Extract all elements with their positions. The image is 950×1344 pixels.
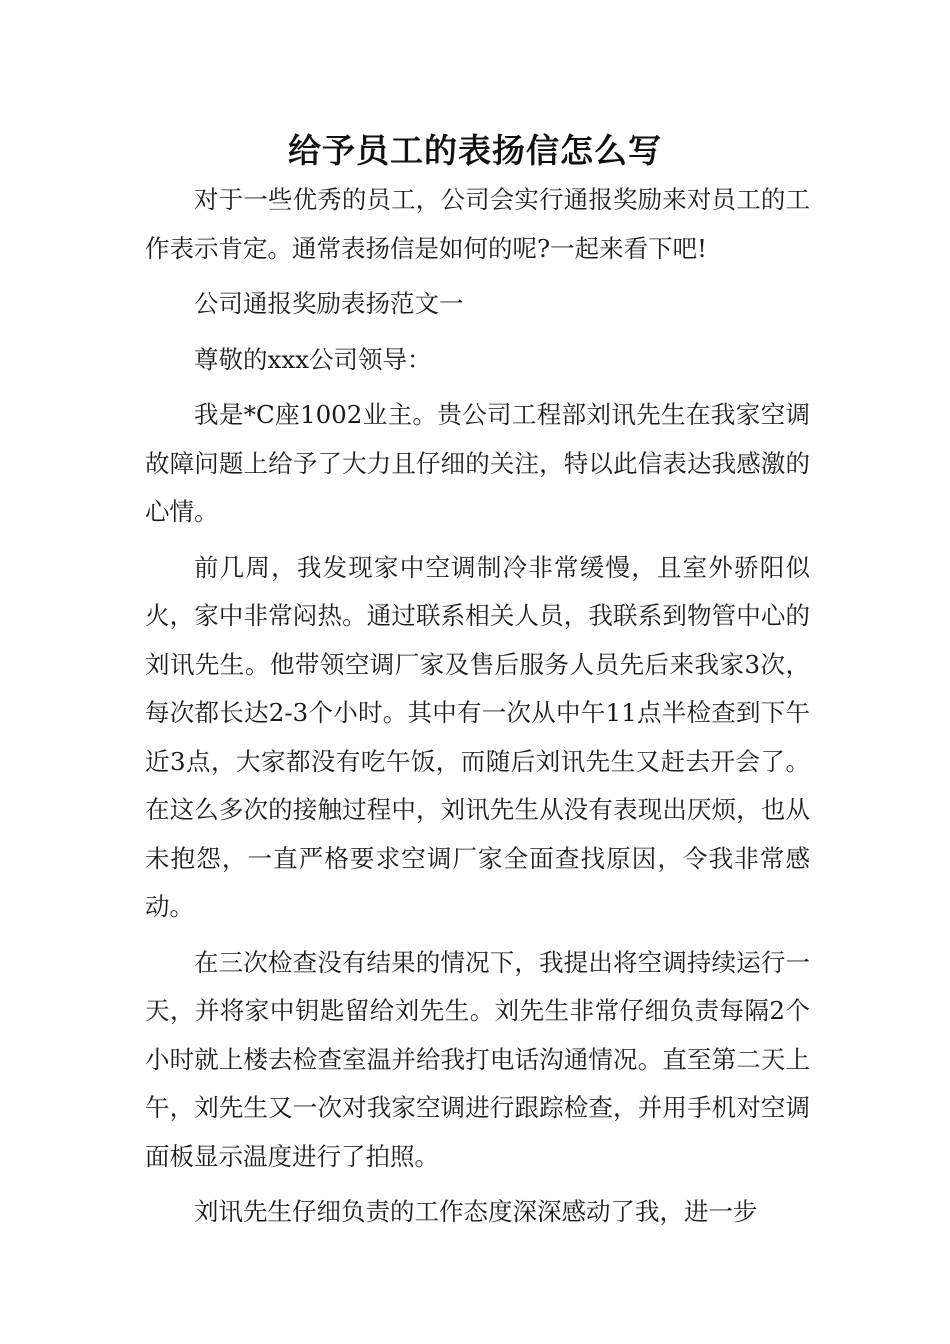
paragraph-intro: 对于一些优秀的员工，公司会实行通报奖励来对员工的工作表示肯定。通常表扬信是如何的呢?一起来看下吧! bbox=[145, 185, 810, 263]
paragraph-closing: 刘讯先生仔细负责的工作态度深深感动了我，进一步 bbox=[194, 1197, 758, 1226]
paragraph-inspection: 在三次检查没有结果的情况下，我提出将空调持续运行一天，并将家中钥匙留给刘先生。刘先生非常仔细负责每隔2个小时就上楼去检查室温并给我打电话沟通情况。直至第二天上午，刘先生又一次对我家空调进行跟踪检查，并用手机对空调面板显示温度进行了拍照。 bbox=[145, 947, 810, 1171]
paragraph-salutation: 尊敬的xxx公司领导： bbox=[194, 344, 432, 374]
paragraph-sample-heading: 公司通报奖励表扬范文一 bbox=[194, 289, 464, 318]
document-body bbox=[145, 176, 810, 1244]
paragraph-background: 前几周，我发现家中空调制冷非常缓慢，且室外骄阳似火，家中非常闷热。通过联系相关人员，我联系到物管中心的刘讯先生。他带领空调厂家及售后服务人员先后来我家3次，每次都长达2-3个小时。其中有一次从中午11点半检查到下午近3点，大家都没有吃午饭，而随后刘讯先生又赶去开会了。在这么多次的接触过程中，刘讯先生从没有表现出厌烦，也从未抱怨，一直严格要求空调厂家全面查找原因，令我非常感动。 bbox=[145, 552, 810, 921]
document-title: 给予员工的表扬信怎么写 bbox=[288, 131, 662, 170]
paragraph-opening: 我是*C座1002业主。贵公司工程部刘讯先生在我家空调故障问题上给予了大力且仔细的关注，特以此信表达我感激的心情。 bbox=[145, 400, 810, 526]
